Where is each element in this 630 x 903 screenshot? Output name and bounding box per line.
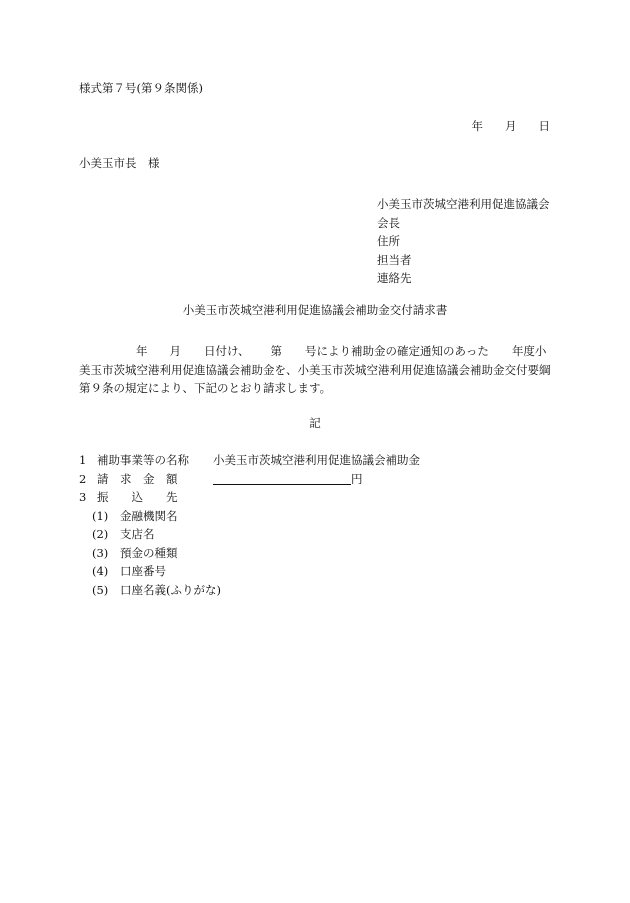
addressee: 小美玉市長 様 bbox=[79, 156, 160, 170]
body-notice: 号により補助金の確定通知のあった bbox=[305, 344, 489, 358]
subitem-number: (2) bbox=[92, 527, 109, 541]
item-number: 2 bbox=[79, 472, 87, 486]
subitem-label: 口座名義(ふりがな) bbox=[120, 583, 221, 597]
date-month: 月 bbox=[505, 119, 517, 133]
date-line bbox=[472, 121, 551, 133]
item-number: 3 bbox=[79, 490, 87, 504]
item-label: 振 込 先 bbox=[97, 490, 178, 504]
item-value: 円 bbox=[351, 472, 363, 486]
date-year: 年 bbox=[471, 119, 483, 133]
subitem-label: 預金の種類 bbox=[120, 546, 178, 560]
body-fiscal-year: 年度小 bbox=[511, 344, 547, 358]
item-number: 1 bbox=[79, 453, 87, 467]
item-value: 小美玉市茨城空港利用促進協議会補助金 bbox=[213, 453, 420, 467]
subitem-label: 金融機関名 bbox=[120, 509, 178, 523]
subitem-label: 口座番号 bbox=[120, 564, 166, 578]
body-rest: 美玉市茨城空港利用促進協議会補助金を、小美玉市茨城空港利用促進協議会補助金交付要綱第９条の規定により、下記のとおり請求します。 bbox=[79, 362, 551, 395]
subitem-row bbox=[92, 544, 178, 563]
sender-person-in-charge: 担当者 bbox=[377, 252, 412, 267]
amount-blank-line bbox=[213, 471, 351, 485]
subitem-number: (4) bbox=[92, 564, 109, 578]
sender-organization: 小美玉市茨城空港利用促進協議会 bbox=[377, 197, 550, 211]
item-row bbox=[79, 488, 213, 507]
item-row bbox=[79, 470, 363, 489]
body-year: 年 bbox=[136, 344, 148, 358]
ki-heading: 記 bbox=[309, 416, 321, 430]
body-month: 月 bbox=[169, 344, 181, 358]
subitem-row bbox=[92, 507, 178, 526]
body-date-suffix: 日付け、 bbox=[204, 344, 250, 358]
sender-block bbox=[377, 195, 550, 288]
sender-chairman: 会長 bbox=[377, 215, 400, 230]
document-title: 小美玉市茨城空港利用促進協議会補助金交付請求書 bbox=[182, 303, 448, 317]
subitem-label: 支店名 bbox=[120, 527, 155, 541]
item-row bbox=[79, 451, 420, 470]
subitem-number: (3) bbox=[92, 546, 109, 560]
form-number: 様式第７号(第９条関係) bbox=[79, 81, 203, 95]
item-label: 請 求 金 額 bbox=[97, 472, 178, 486]
body-paragraph bbox=[79, 342, 551, 398]
subitem-row bbox=[92, 581, 221, 600]
date-day: 日 bbox=[538, 119, 550, 133]
sender-contact: 連絡先 bbox=[377, 271, 412, 285]
subitem-row bbox=[92, 525, 155, 544]
subitem-number: (5) bbox=[92, 583, 109, 597]
subitem-row bbox=[92, 562, 166, 581]
body-dai: 第 bbox=[270, 344, 283, 358]
subitem-number: (1) bbox=[92, 509, 109, 523]
sender-address: 住所 bbox=[377, 234, 400, 248]
item-label: 補助事業等の名称 bbox=[97, 453, 189, 467]
